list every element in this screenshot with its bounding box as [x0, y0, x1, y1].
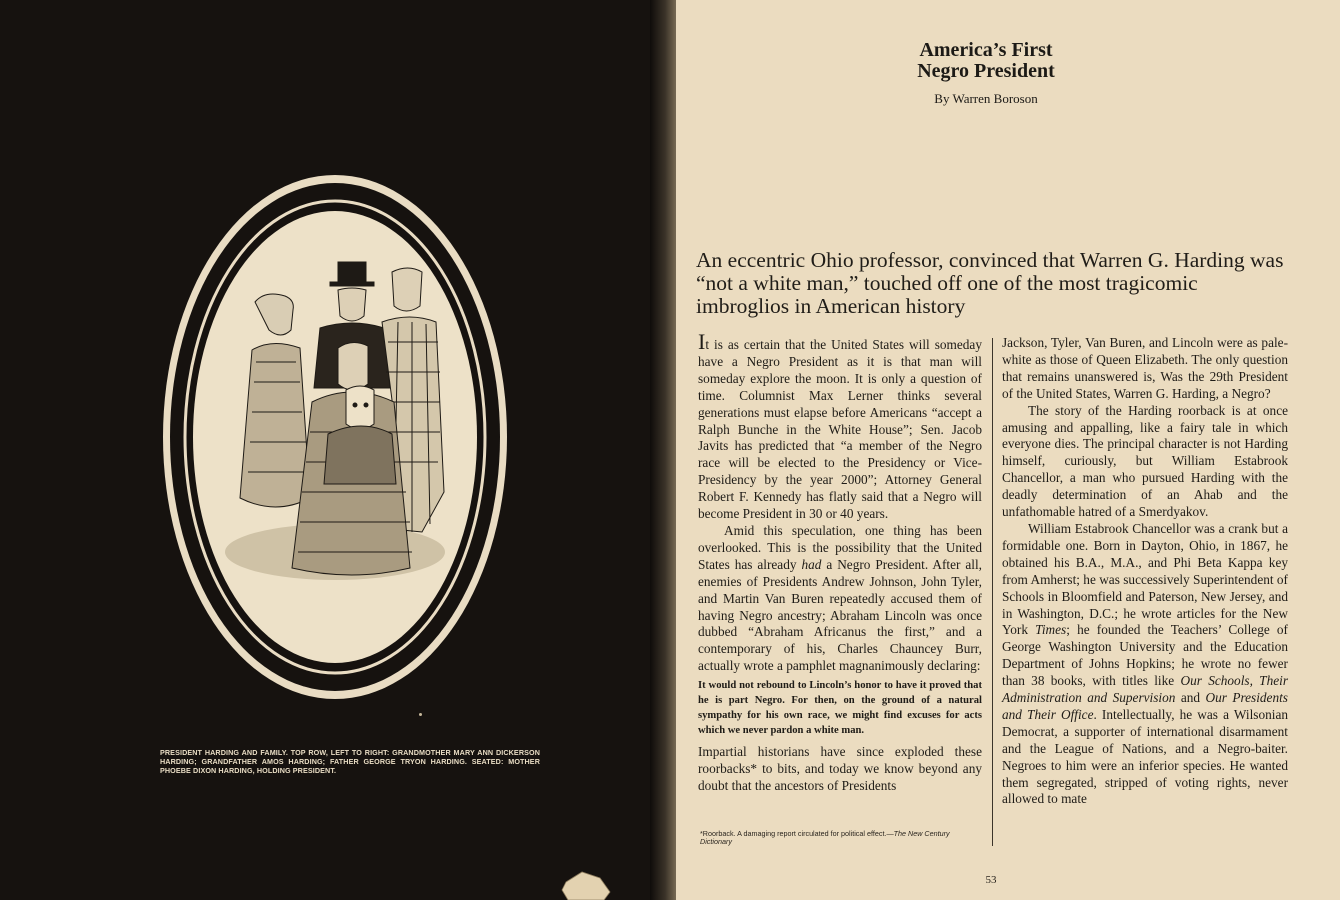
paragraph-text: and	[1175, 690, 1206, 706]
paragraph-text: Amid this speculation, one thing has been overlooked. This is the possibility that the United States has already	[698, 522, 982, 572]
photo-caption: PRESIDENT HARDING AND FAMILY. TOP ROW, LEFT TO RIGHT: GRANDMOTHER MARY ANN DICKERSON HARDING; GRANDFATHER AMOS HARDING; FATHER GEORGE TRYON HARDING. SEATED: MOTHER PHOEBE DIXON HARDING, HOLDING PRESIDENT.	[160, 748, 540, 775]
paragraph-text: a Negro President. After all, enemies of Presidents Andrew Johnson, John Tyler, and Martin Van Buren repeatedly accused them of having Negro ancestry; Abraham Lincoln was once dubbed “Abraham Africanus the first,” and a contemporary of his, Charles Chauncey Burr, actually wrote a pamphlet magnanimously declaring:	[698, 556, 983, 674]
ornament-dot	[419, 713, 422, 716]
footnote-text: *Roorback. A damaging report circulated for political effect.—	[700, 829, 894, 838]
page-number: 53	[985, 874, 997, 886]
paragraph-text: William Estabrook Chancellor was a crank but a formidable one. Born in Dayton, Ohio, in 1867, he obtained his B.A., M.A., and Phi Beta Kappa key from Amherst; he was successively Superintendent of Schools in Bloomfield and Paterson, New Jersey, and in Washington, D.C.; he wrote articles for the New York	[1002, 520, 1288, 638]
paragraph: Impartial historians have since exploded these roorbacks* to bits, and today we know beyond any doubt that the ancestors of Presidents	[698, 744, 982, 793]
paragraph-text: t is as certain that the United States will someday have a Negro President as it is that man will someday explore the moon. It is only a question of time. Columnist Max Lerner thinks several generations must elapse before Americans “accept a Ralph Bunche in the White House”; Sen. Jacob Javits has predicted that “a member of the Negro race will be elected to the Presidency or Vice-Presidency by the year 2000”; Attorney General Robert F. Kennedy has flatly said that a Negro will become President in 30 or 40 years.	[698, 337, 982, 522]
block-quote: It would not rebound to Lincoln’s honor to have it proved that he is part Negro. For then, on the ground of a natural sympathy for his own race, we might find excuses for acts which we never pardon a white man.	[698, 680, 982, 737]
footnote-source: The New Century Dictionary	[700, 829, 950, 846]
paragraph-text: ; he founded the Teachers’ College of George Washington University and the Education Department of Johns Hopkins; he wrote no fewer than 38 books, with titles like	[1002, 622, 1288, 689]
title-line-2: Negro President	[917, 60, 1055, 82]
column-2	[1002, 335, 1288, 808]
byline: By Warren Boroson	[934, 91, 1038, 106]
paragraph	[698, 329, 982, 523]
emphasis-text: had	[801, 556, 822, 572]
torn-paper-scrap	[560, 868, 616, 900]
emphasis-text: Times	[1035, 622, 1067, 638]
emphasis-text: Our Presidents and Their Office	[1002, 690, 1288, 722]
left-page	[0, 0, 650, 900]
column-divider	[992, 338, 993, 846]
paragraph-text: . Intellectually, he was a Wilsonian Democrat, a supporter of international disarmament and the League of Nations, and a Negro-baiter. Negroes to him were an inferior species. He wanted them segregated, stripped of voting rights, never allowed to mate	[1002, 706, 1288, 807]
column-1	[698, 329, 983, 795]
footnote	[700, 830, 982, 846]
title-line-1: America’s First	[919, 39, 1053, 61]
drop-cap: I	[698, 329, 706, 354]
oval-portrait-illustration	[160, 172, 510, 702]
paragraph: The story of the Harding roorback is at once amusing and appalling, like a fairy tale in which everyone dies. The principal character is not Harding himself, curiously, but William Estabrook Chancellor, a man who pursued Harding with the deadly determination of an Ahab and the unfathomable hatred of a Smerdyakov.	[1002, 402, 1288, 520]
paragraph	[698, 523, 982, 675]
article-deck: An eccentric Ohio professor, convinced that Warren G. Harding was “not a white man,” touched off one of the most tragicomic imbroglios in American history	[696, 248, 1284, 318]
paragraph	[1002, 521, 1288, 808]
paragraph: Jackson, Tyler, Van Buren, and Lincoln were as pale-white as those of Queen Elizabeth. The only question that remains unanswered is, Was the 29th President of the United States, Warren G. Harding, a Negro?	[1002, 335, 1288, 401]
article-title	[676, 40, 1296, 82]
emphasis-text: Our Schools, Their Administration and Supervision	[1002, 673, 1288, 706]
